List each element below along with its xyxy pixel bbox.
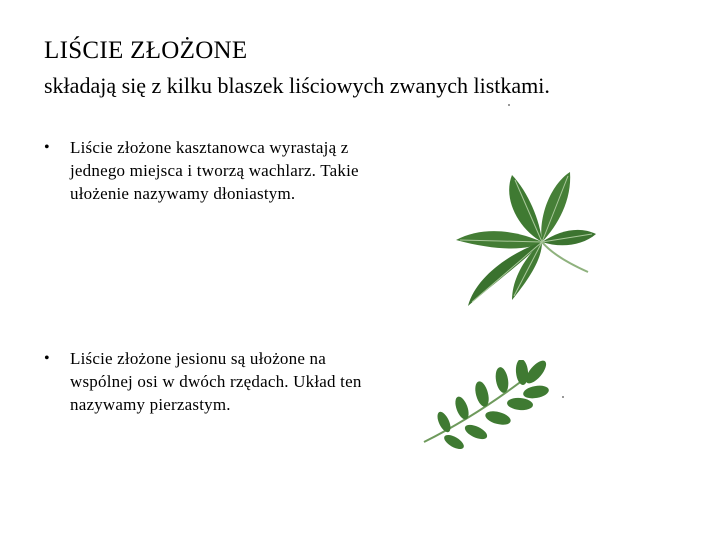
bullet-text: Liście złożone jesionu są ułożone na wspólnej osi w dwóch rzędach. Układ ten nazywamy pierzastym. xyxy=(70,349,362,414)
bullet-text: Liście złożone kasztanowca wyrastają z jednego miejsca i tworzą wachlarz. Takie ułożenie nazywamy dłoniastym. xyxy=(70,138,359,203)
slide-title: LIŚCIE ZŁOŻONE xyxy=(44,37,248,64)
bullet-marker: • xyxy=(44,139,50,156)
chestnut-palmate-leaf-image xyxy=(420,130,600,320)
image-speck xyxy=(508,104,510,106)
bullet-marker: • xyxy=(44,350,50,367)
ash-pinnate-leaf-image xyxy=(418,360,553,455)
bullet-item-chestnut xyxy=(44,136,370,205)
slide-subtitle: składają się z kilku blaszek liściowych zwanych listkami. xyxy=(44,73,550,98)
ash-leaflets xyxy=(435,360,550,452)
bullet-item-ash xyxy=(44,347,370,416)
chestnut-leaflets xyxy=(456,172,596,306)
image-speck xyxy=(562,396,564,398)
